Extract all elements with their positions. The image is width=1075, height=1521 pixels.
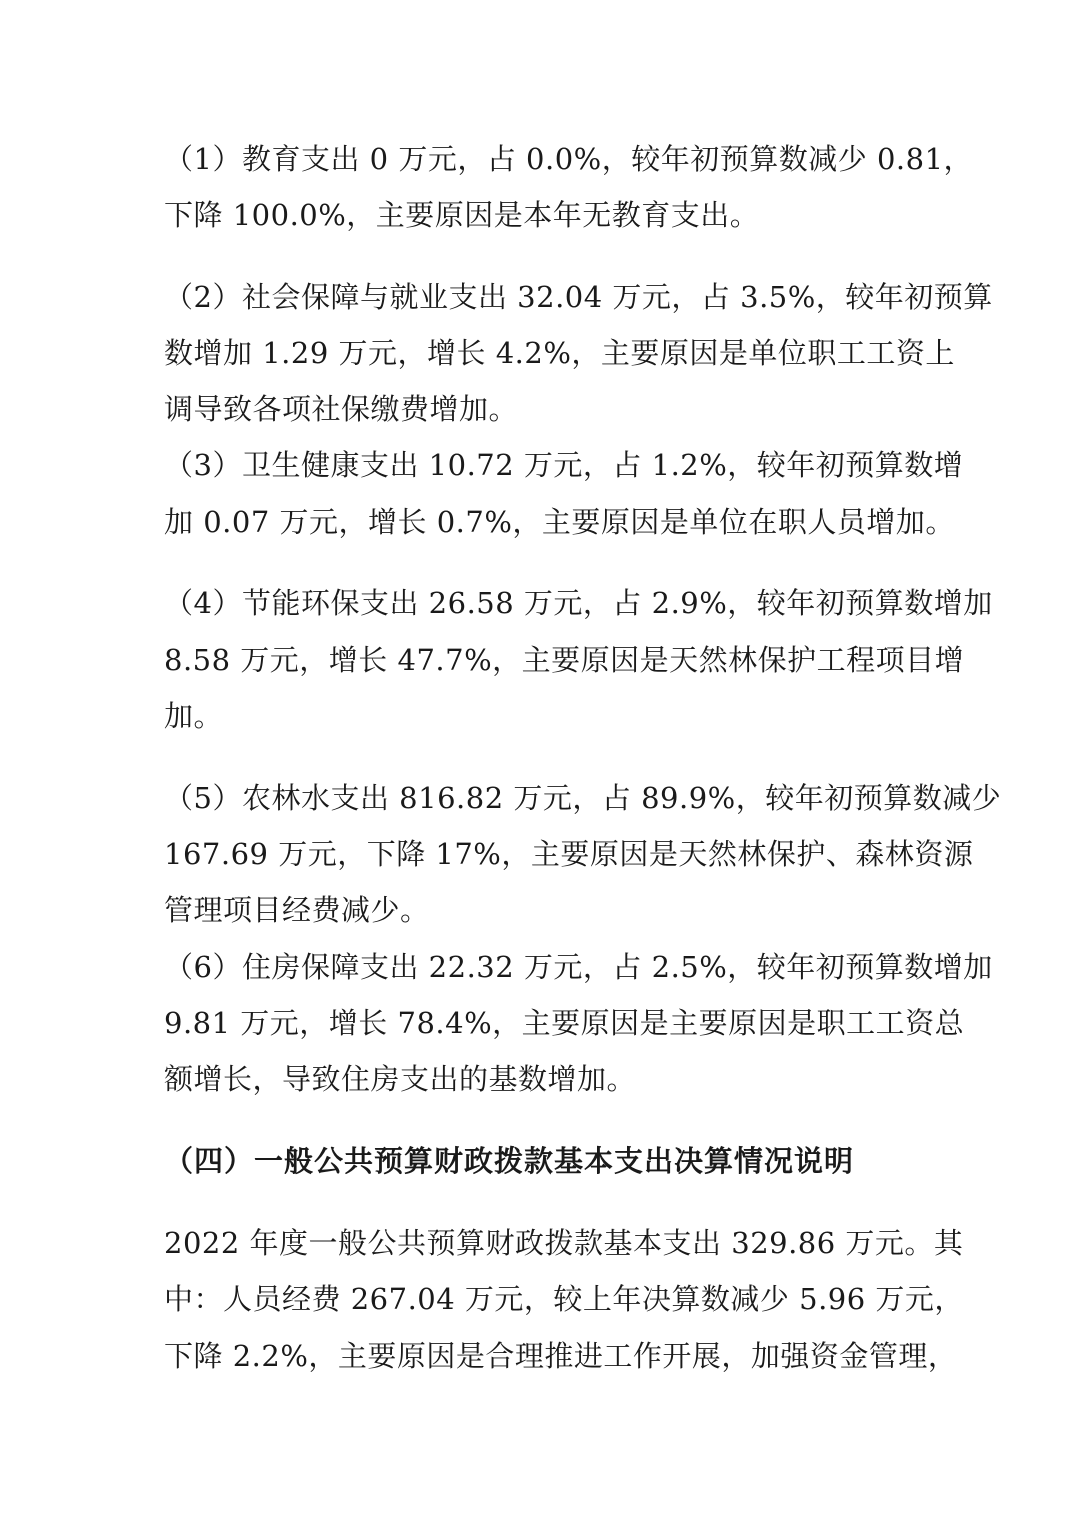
paragraph-4-line-2: 8.58 万元，增长 47.7%，主要原因是天然林保护工程项目增 bbox=[164, 643, 965, 677]
paragraph-4-line-3: 加。 bbox=[164, 699, 224, 733]
section-body-line-2: 中：人员经费 267.04 万元，较上年决算数减少 5.96 万元， bbox=[164, 1282, 964, 1316]
paragraph-6-line-3: 额增长，导致住房支出的基数增加。 bbox=[164, 1062, 637, 1096]
paragraph-2-line-1: （2）社会保障与就业支出 32.04 万元，占 3.5%，较年初预算 bbox=[164, 280, 993, 314]
paragraph-5-line-3: 管理项目经费减少。 bbox=[164, 893, 430, 927]
paragraph-2-line-2: 数增加 1.29 万元，增长 4.2%，主要原因是单位职工工资上 bbox=[164, 336, 955, 370]
section-heading: （四）一般公共预算财政拨款基本支出决算情况说明 bbox=[164, 1144, 855, 1178]
paragraph-5-line-1: （5）农林水支出 816.82 万元，占 89.9%，较年初预算数减少 bbox=[164, 781, 1002, 815]
paragraph-4-line-1: （4）节能环保支出 26.58 万元，占 2.9%，较年初预算数增加 bbox=[164, 586, 993, 620]
paragraph-6-line-2: 9.81 万元，增长 78.4%，主要原因是主要原因是职工工资总 bbox=[164, 1006, 965, 1040]
paragraph-3-line-2: 加 0.07 万元，增长 0.7%，主要原因是单位在职人员增加。 bbox=[164, 505, 955, 539]
paragraph-1-line-1: （1）教育支出 0 万元，占 0.0%，较年初预算数减少 0.81， bbox=[164, 142, 974, 176]
section-body-line-3: 下降 2.2%，主要原因是合理推进工作开展，加强资金管理， bbox=[164, 1339, 958, 1373]
paragraph-1-line-2: 下降 100.0%，主要原因是本年无教育支出。 bbox=[164, 198, 760, 232]
paragraph-2-line-3: 调导致各项社保缴费增加。 bbox=[164, 392, 519, 426]
section-body-line-1: 2022 年度一般公共预算财政拨款基本支出 329.86 万元。其 bbox=[164, 1226, 964, 1260]
paragraph-3-line-1: （3）卫生健康支出 10.72 万元，占 1.2%，较年初预算数增 bbox=[164, 448, 964, 482]
paragraph-6-line-1: （6）住房保障支出 22.32 万元，占 2.5%，较年初预算数增加 bbox=[164, 950, 993, 984]
paragraph-5-line-2: 167.69 万元，下降 17%，主要原因是天然林保护、森林资源 bbox=[164, 837, 974, 871]
